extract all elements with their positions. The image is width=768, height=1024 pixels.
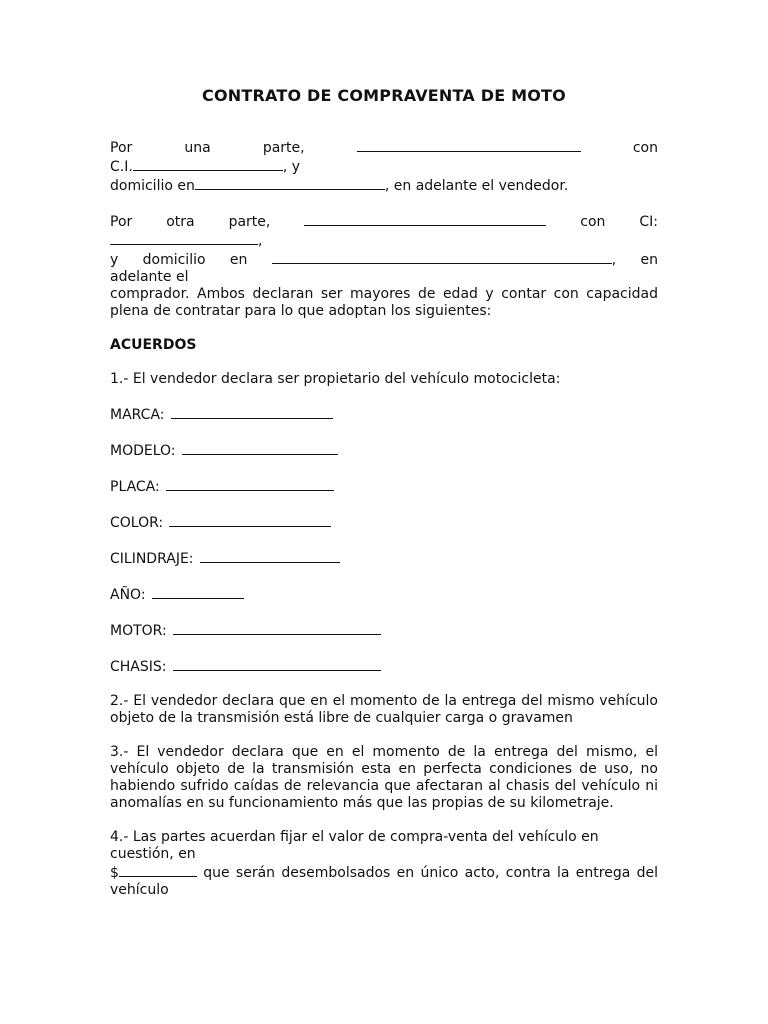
word: parte, bbox=[228, 214, 271, 230]
field-placa bbox=[110, 477, 658, 496]
acuerdos-heading: ACUERDOS bbox=[110, 337, 197, 353]
seller-paragraph bbox=[110, 138, 658, 195]
buyer-line-1 bbox=[110, 212, 658, 231]
clause-2: 2.- El vendedor declara que en el momento de la entrega del mismo vehículo objeto de la transmisión está libre de cualquier carga o gravamen bbox=[110, 693, 658, 726]
marca-blank[interactable] bbox=[171, 405, 333, 419]
word: Por bbox=[110, 214, 133, 230]
buyer-address-blank[interactable] bbox=[272, 250, 612, 264]
seller-address-blank[interactable] bbox=[195, 176, 385, 190]
field-label: PLACA: bbox=[110, 479, 160, 495]
seller-line-3 bbox=[110, 176, 658, 195]
buyer-line-4: adelante el bbox=[110, 269, 189, 285]
clause-4 bbox=[110, 829, 658, 899]
field-label: MARCA: bbox=[110, 407, 165, 423]
field-label: AÑO: bbox=[110, 587, 146, 603]
buyer-ci-blank[interactable] bbox=[110, 231, 258, 245]
field-modelo bbox=[110, 441, 658, 460]
ci-label: C.I. bbox=[110, 159, 133, 175]
seller-line-1 bbox=[110, 138, 658, 157]
seller-line-2 bbox=[110, 157, 658, 176]
buyer-line-5: comprador. Ambos declaran ser mayores de edad y contar con capacidad plena de contratar para lo que adoptan los siguientes: bbox=[110, 286, 658, 319]
text: , en adelante el vendedor. bbox=[384, 178, 569, 194]
ano-blank[interactable] bbox=[152, 585, 244, 599]
motor-blank[interactable] bbox=[173, 621, 381, 635]
text: , bbox=[611, 252, 617, 268]
text: que serán desembolsados en único acto, contra la entrega del vehículo bbox=[110, 865, 658, 898]
dollar-sign: $ bbox=[110, 865, 119, 881]
field-marca bbox=[110, 405, 658, 424]
word: parte, bbox=[262, 140, 305, 156]
field-label: MOTOR: bbox=[110, 623, 167, 639]
color-blank[interactable] bbox=[169, 513, 331, 527]
word: una bbox=[184, 140, 211, 156]
field-chasis bbox=[110, 657, 658, 676]
field-motor bbox=[110, 621, 658, 640]
word: en bbox=[229, 252, 248, 268]
domicilio-label: domicilio en bbox=[110, 178, 195, 194]
word: domicilio bbox=[142, 252, 206, 268]
field-color bbox=[110, 513, 658, 532]
chasis-blank[interactable] bbox=[173, 657, 381, 671]
seller-name-blank[interactable] bbox=[357, 138, 581, 152]
buyer-address-group bbox=[272, 250, 616, 269]
clause-4-line-1: 4.- Las partes acuerdan fijar el valor de compra-venta del vehículo en cuestión, en bbox=[110, 829, 599, 862]
placa-blank[interactable] bbox=[166, 477, 334, 491]
clause-4-line-2 bbox=[110, 863, 658, 899]
modelo-blank[interactable] bbox=[182, 441, 338, 455]
page-title: CONTRATO DE COMPRAVENTA DE MOTO bbox=[202, 86, 566, 105]
buyer-line-2 bbox=[110, 231, 658, 250]
field-label: CILINDRAJE: bbox=[110, 551, 194, 567]
word: otra bbox=[166, 214, 195, 230]
seller-ci-blank[interactable] bbox=[133, 157, 283, 171]
price-blank[interactable] bbox=[119, 863, 197, 877]
field-label: COLOR: bbox=[110, 515, 164, 531]
word: Por bbox=[110, 140, 133, 156]
word: CI: bbox=[639, 214, 658, 230]
field-cilindraje bbox=[110, 549, 658, 568]
clause-3: 3.- El vendedor declara que en el momento de la entrega del mismo, el vehículo objeto de la transmisión esta en perfecta condiciones de uso, no habiendo sufrido caídas de relevancia que afectaran al chasis del vehículo ni anomalías en su funcionamiento más que las propias de su kilometraje. bbox=[110, 744, 658, 811]
clause-1: 1.- El vendedor declara ser propietario del vehículo motocicleta: bbox=[110, 371, 561, 387]
field-ano bbox=[110, 585, 658, 604]
word: con bbox=[580, 214, 606, 230]
field-label: CHASIS: bbox=[110, 659, 167, 675]
word: con bbox=[632, 140, 658, 156]
cilindraje-blank[interactable] bbox=[200, 549, 340, 563]
word: y bbox=[110, 252, 119, 268]
buyer-paragraph bbox=[110, 212, 658, 320]
word: en bbox=[640, 252, 658, 268]
field-label: MODELO: bbox=[110, 443, 176, 459]
text: , y bbox=[282, 159, 300, 175]
buyer-line-3 bbox=[110, 250, 658, 269]
text: , bbox=[258, 233, 263, 249]
buyer-name-blank[interactable] bbox=[304, 212, 546, 226]
